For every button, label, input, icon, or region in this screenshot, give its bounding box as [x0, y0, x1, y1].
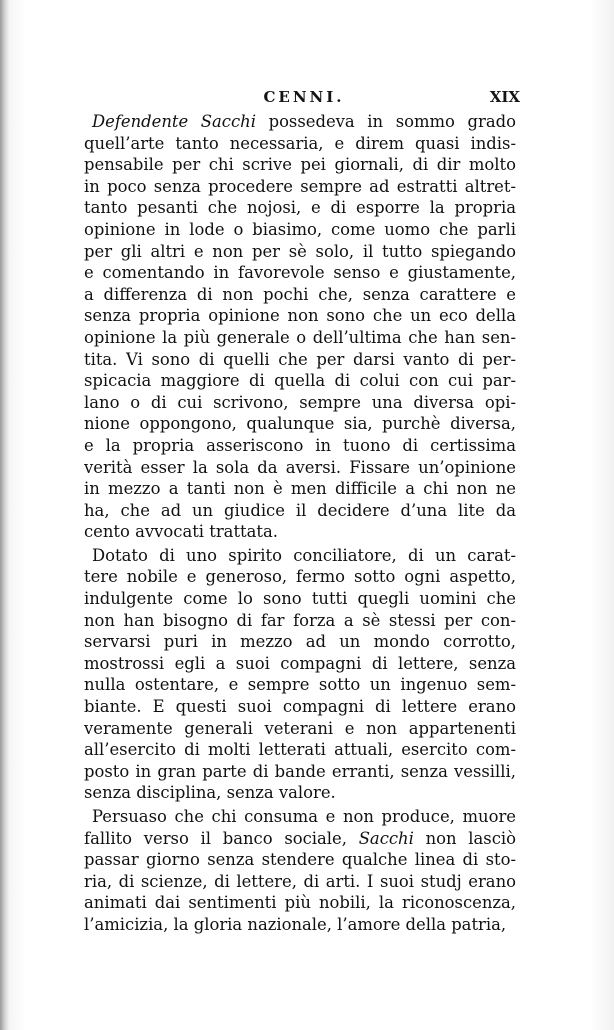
text-run: pensabile per chi scrive pei giornali, di dir molto: [84, 155, 516, 175]
text-line: [84, 631, 516, 653]
text-run: non lasciò: [413, 828, 516, 848]
text-line: [84, 284, 516, 306]
text-line: [84, 478, 516, 500]
text-line: [84, 413, 516, 435]
text-run: a differenza di non pochi che, senza carattere e: [84, 284, 516, 304]
text-run: verità esser la sola da aversi. Fissare un’opinione: [84, 457, 516, 477]
paragraph: [84, 111, 516, 543]
text-run: veramente generali veterani e non appartenenti: [84, 718, 516, 738]
text-run: quell’arte tanto necessaria, e direm quasi indis-: [84, 133, 516, 153]
text-run: ha, che ad un giudice il decidere d’una lite da: [84, 500, 516, 520]
text-run: all’esercito di molti letterati attuali, esercito com-: [84, 740, 516, 760]
text-line: [84, 111, 516, 133]
text-run: spicacia maggiore di quella di colui con cui par-: [84, 371, 516, 391]
text-run: nione oppongono, qualunque sia, purchè diversa,: [84, 414, 516, 434]
italic-name: Sacchi: [358, 828, 414, 848]
text-run: senza disciplina, senza valore.: [84, 783, 336, 803]
text-line: [84, 892, 516, 914]
text-line: [84, 828, 516, 850]
text-run: cento avvocati trattata.: [84, 522, 278, 542]
page-number: XIX: [489, 88, 520, 106]
text-run: biante. E questi suoi compagni di lettere erano: [84, 697, 516, 717]
text-line: [84, 718, 516, 740]
text-line: [84, 241, 516, 263]
text-line: [84, 782, 516, 804]
text-line: [84, 349, 516, 371]
paragraph: [84, 545, 516, 804]
text-line: [84, 392, 516, 414]
text-line: [84, 457, 516, 479]
running-title: CENNI.: [263, 88, 345, 106]
text-line: [84, 197, 516, 219]
text-run: senza propria opinione non sono che un eco della: [84, 306, 516, 326]
text-run: tere nobile e generoso, fermo sotto ogni aspetto,: [84, 567, 516, 587]
text-line: [84, 435, 516, 457]
text-line: [84, 133, 516, 155]
text-run: opinione in lode o biasimo, come uomo che parli: [84, 219, 516, 239]
page-edge-shadow: [0, 0, 9, 1030]
text-run: fallito verso il banco sociale,: [84, 828, 359, 848]
text-line: [84, 154, 516, 176]
text-line: [84, 262, 516, 284]
text-run: possedeva in sommo grado: [255, 112, 516, 131]
text-run: posto in gran parte di bande erranti, senza vessilli,: [84, 761, 516, 781]
text-run: ria, di scienze, di lettere, di arti. I suoi studj erano: [84, 871, 516, 891]
text-run: indulgente come lo sono tutti quegli uomini che: [84, 589, 516, 609]
text-run: e comentando in favorevole senso e giustamente,: [84, 263, 516, 283]
text-line: [84, 521, 516, 543]
text-run: lano o di cui scrivono, sempre una diversa opi-: [84, 392, 516, 412]
text-run: tita. Vi sono di quelli che per darsi vanto di per-: [84, 349, 516, 369]
text-run: nulla ostentare, e sempre sotto un ingenuo sem-: [84, 675, 516, 695]
text-line: [84, 653, 516, 675]
text-run: passar giorno senza stendere qualche linea di sto-: [84, 850, 516, 870]
text-line: [84, 588, 516, 610]
text-line: [84, 739, 516, 761]
text-run: e la propria asseriscono in tuono di certissima: [84, 435, 516, 455]
text-run: non han bisogno di far forza a sè stessi per con-: [84, 610, 516, 630]
text-run: mostrossi egli a suoi compagni di lettere, senza: [84, 653, 516, 673]
text-line: [84, 914, 516, 936]
text-line: [84, 806, 516, 828]
text-run: l’amicizia, la gloria nazionale, l’amore della patria,: [84, 914, 507, 934]
text-line: [84, 305, 516, 327]
text-run: Dotato di uno spirito conciliatore, di un carat-: [92, 545, 516, 565]
text-line: [84, 500, 516, 522]
text-run: Persuaso che chi consuma e non produce, muore: [92, 807, 516, 826]
text-line: [84, 696, 516, 718]
text-line: [84, 219, 516, 241]
text-line: [84, 327, 516, 349]
text-line: [84, 370, 516, 392]
italic-name: Defendente Sacchi: [92, 112, 256, 131]
paragraph: [84, 806, 516, 936]
text-line: [84, 849, 516, 871]
body-text: [84, 111, 516, 936]
text-line: [84, 761, 516, 783]
text-run: tanto pesanti che nojosi, e di esporre la propria: [84, 198, 516, 218]
text-line: [84, 566, 516, 588]
text-line: [84, 545, 516, 567]
text-run: servarsi puri in mezzo ad un mondo corrotto,: [84, 632, 516, 652]
text-line: [84, 674, 516, 696]
text-run: animati dai sentimenti più nobili, la riconoscenza,: [84, 893, 516, 913]
text-line: [84, 176, 516, 198]
text-line: [84, 871, 516, 893]
text-line: [84, 610, 516, 632]
text-run: per gli altri e non per sè solo, il tutto spiegando: [84, 241, 516, 261]
text-run: in poco senza procedere sempre ad estratti altret-: [84, 176, 516, 196]
text-run: opinione la più generale o dell’ultima che han sen-: [84, 327, 516, 347]
text-run: in mezzo a tanti non è men difficile a chi non ne: [84, 479, 516, 499]
